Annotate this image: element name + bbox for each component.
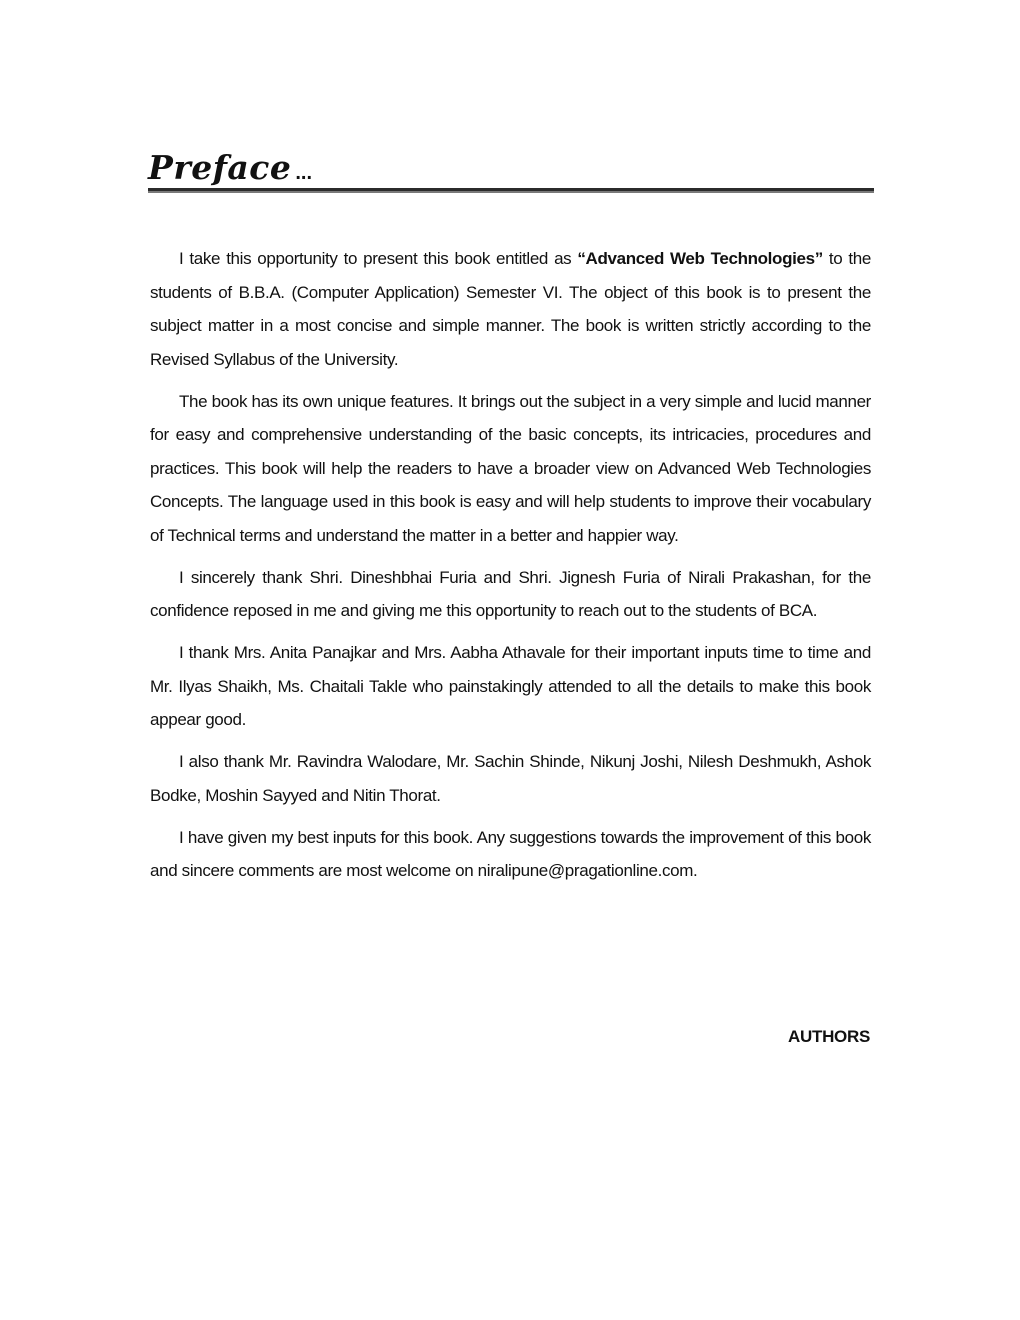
preface-body — [150, 242, 871, 896]
page-title-ellipsis: ... — [295, 162, 313, 184]
paragraph-thanks-team: I also thank Mr. Ravindra Walodare, Mr. Sachin Shinde, Nikunj Joshi, Nilesh Deshmukh, Ashok Bodke, Moshin Sayyed and Nitin Thorat. — [150, 752, 871, 805]
paragraph-suggestions: I have given my best inputs for this book. Any suggestions towards the improvement of this book and sincere comments are most welcome on niralipune@pragationline.com. — [150, 827, 871, 880]
paragraph-intro-end: to the students of B.B.A. (Computer Application) Semester VI. The object of this book is to present the subject matter in a most concise and simple manner. The book is written strictly according to the Revised Syllabus of the University. — [150, 249, 871, 369]
paragraph-intro — [150, 242, 871, 376]
book-title: “Advanced Web Technologies” — [577, 249, 823, 268]
page-title: Preface — [148, 148, 292, 187]
heading-divider — [148, 188, 874, 193]
page-heading — [148, 148, 874, 188]
paragraph-thanks-editors: I thank Mrs. Anita Panajkar and Mrs. Aabha Athavale for their important inputs time to time and Mr. Ilyas Shaikh, Ms. Chaitali Takle who painstakingly attended to all the details to make this book appear good. — [150, 643, 871, 729]
authors-signature: AUTHORS — [788, 1027, 870, 1046]
paragraph-features: The book has its own unique features. It brings out the subject in a very simple and lucid manner for easy and comprehensive understanding of the basic concepts, its intricacies, procedures and practices. This book will help the readers to have a broader view on Advanced Web Technologies Concepts. The language used in this book is easy and will help students to improve their vocabulary of Technical terms and understand the matter in a better and happier way. — [150, 391, 871, 545]
paragraph-thanks-publisher: I sincerely thank Shri. Dineshbhai Furia and Shri. Jignesh Furia of Nirali Prakashan, for the confidence reposed in me and giving me this opportunity to reach out to the students of BCA. — [150, 567, 871, 620]
paragraph-intro-start: I take this opportunity to present this book entitled as — [179, 249, 578, 268]
